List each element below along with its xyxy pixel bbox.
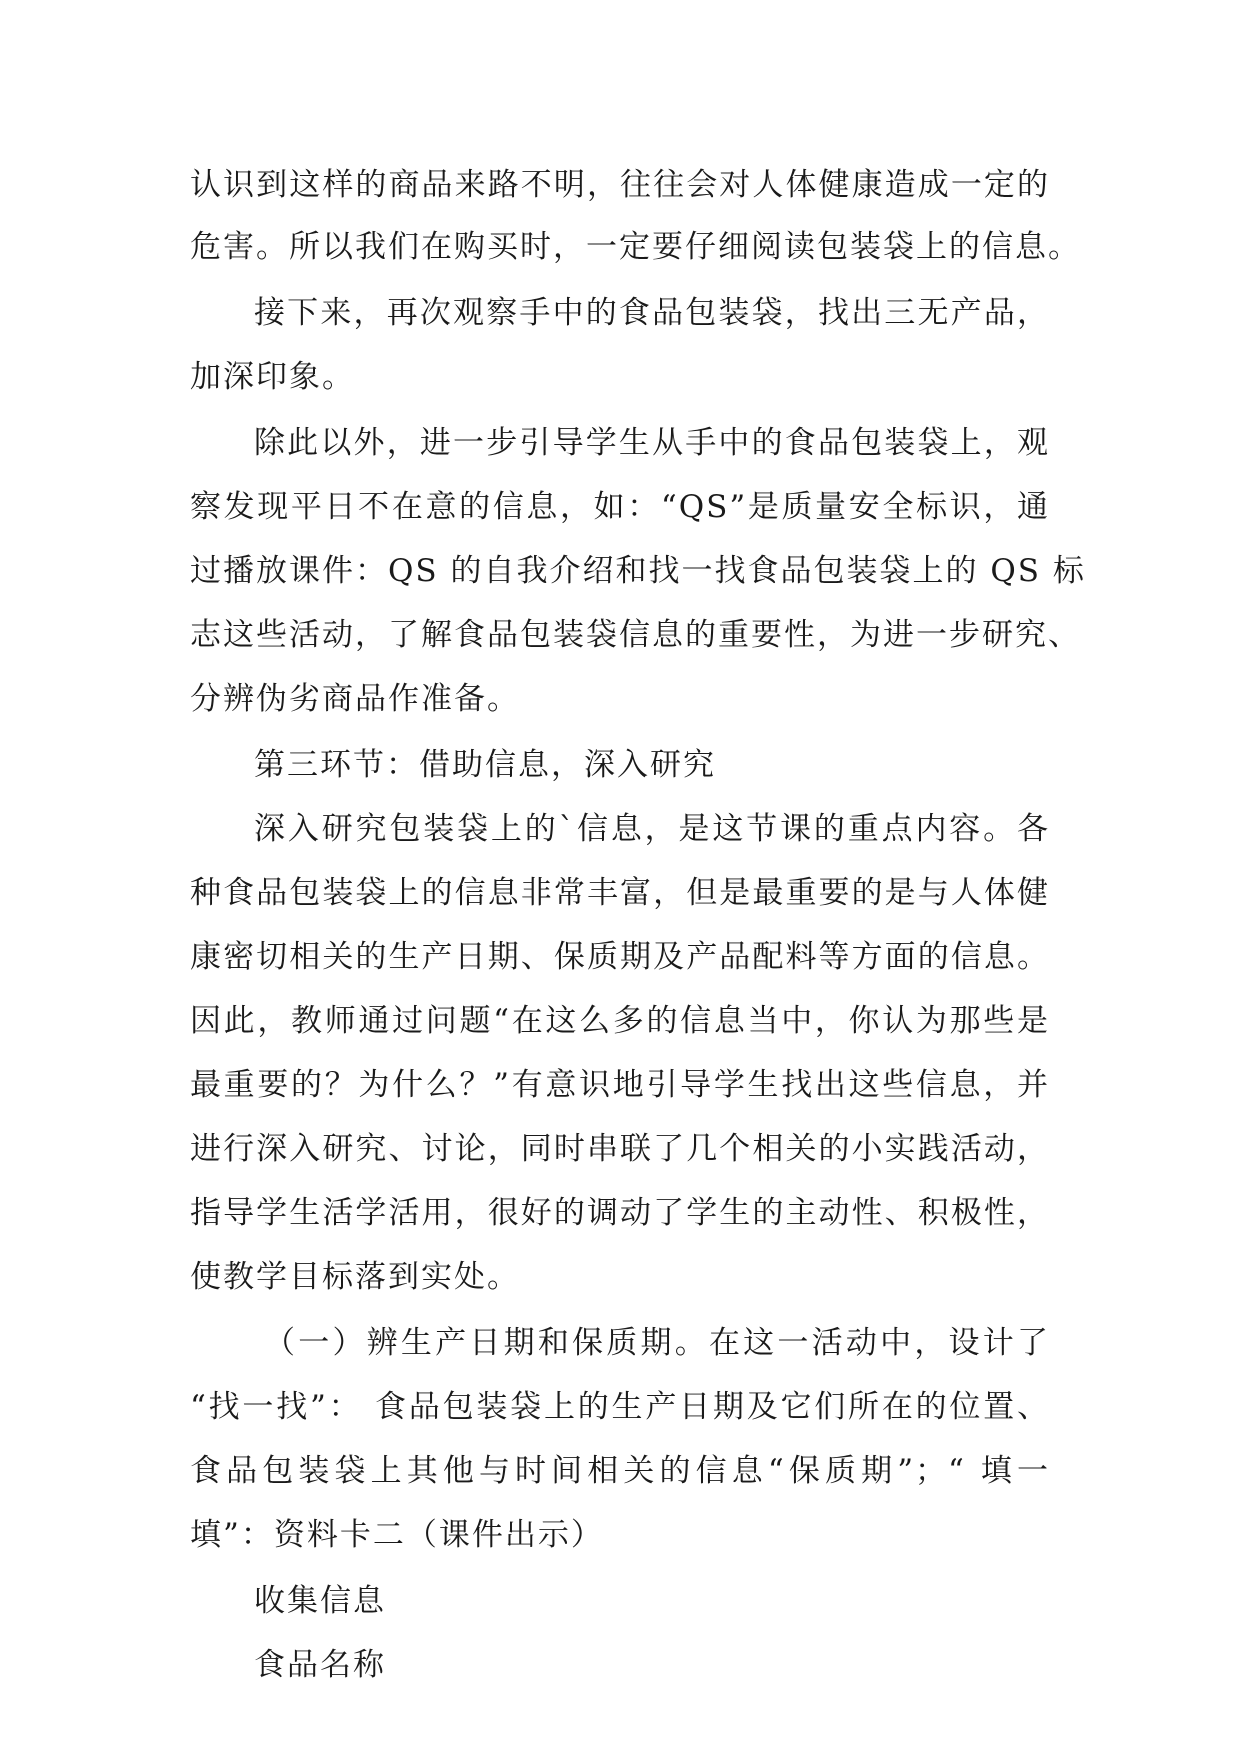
text-line-21: 食品包装袋上其他与时间相关的信息“保质期”；“ 填一 [190,1453,1050,1489]
text-line-24: 食品名称 [254,1647,386,1683]
text-line-23: 收集信息 [254,1583,386,1619]
section-heading: 第三环节：借助信息，深入研究 [254,747,716,783]
text-line-16: 进行深入研究、讨论，同时串联了几个相关的小实践活动， [190,1131,1050,1167]
text-line-14: 因此，教师通过问题“在这么多的信息当中，你认为那些是 [190,1003,1050,1039]
text-line-19: （一）辨生产日期和保质期。在这一活动中，设计了 [264,1325,1050,1361]
text-line-7: 过播放课件：QS 的自我介绍和找一找食品包装袋上的 QS 标 [190,553,1086,589]
text-line-6: 察发现平日不在意的信息，如：“QS”是质量安全标识，通 [190,489,1050,525]
text-line-2: 危害。所以我们在购买时，一定要仔细阅读包装袋上的信息。 [190,229,1081,265]
text-line-4: 加深印象。 [190,359,355,395]
text-line-17: 指导学生活学活用，很好的调动了学生的主动性、积极性， [190,1195,1050,1231]
text-line-11: 深入研究包装袋上的`信息，是这节课的重点内容。各 [254,811,1050,847]
text-line-8: 志这些活动，了解食品包装袋信息的重要性，为进一步研究、 [190,617,1081,653]
text-line-3: 接下来，再次观察手中的食品包装袋，找出三无产品， [254,295,1050,331]
text-line-5: 除此以外，进一步引导学生从手中的食品包装袋上，观 [254,425,1050,461]
text-line-12: 种食品包装袋上的信息非常丰富，但是最重要的是与人体健 [190,875,1050,911]
text-line-1: 认识到这样的商品来路不明，往往会对人体健康造成一定的 [190,167,1050,203]
text-line-13: 康密切相关的生产日期、保质期及产品配料等方面的信息。 [190,939,1050,975]
text-line-18: 使教学目标落到实处。 [190,1259,520,1295]
text-line-22: 填”：资料卡二（课件出示） [190,1517,604,1553]
text-line-9: 分辨伪劣商品作准备。 [190,681,520,717]
text-line-15: 最重要的？为什么？”有意识地引导学生找出这些信息，并 [190,1067,1050,1103]
text-line-20: “找一找”： 食品包装袋上的生产日期及它们所在的位置、 [190,1389,1050,1425]
